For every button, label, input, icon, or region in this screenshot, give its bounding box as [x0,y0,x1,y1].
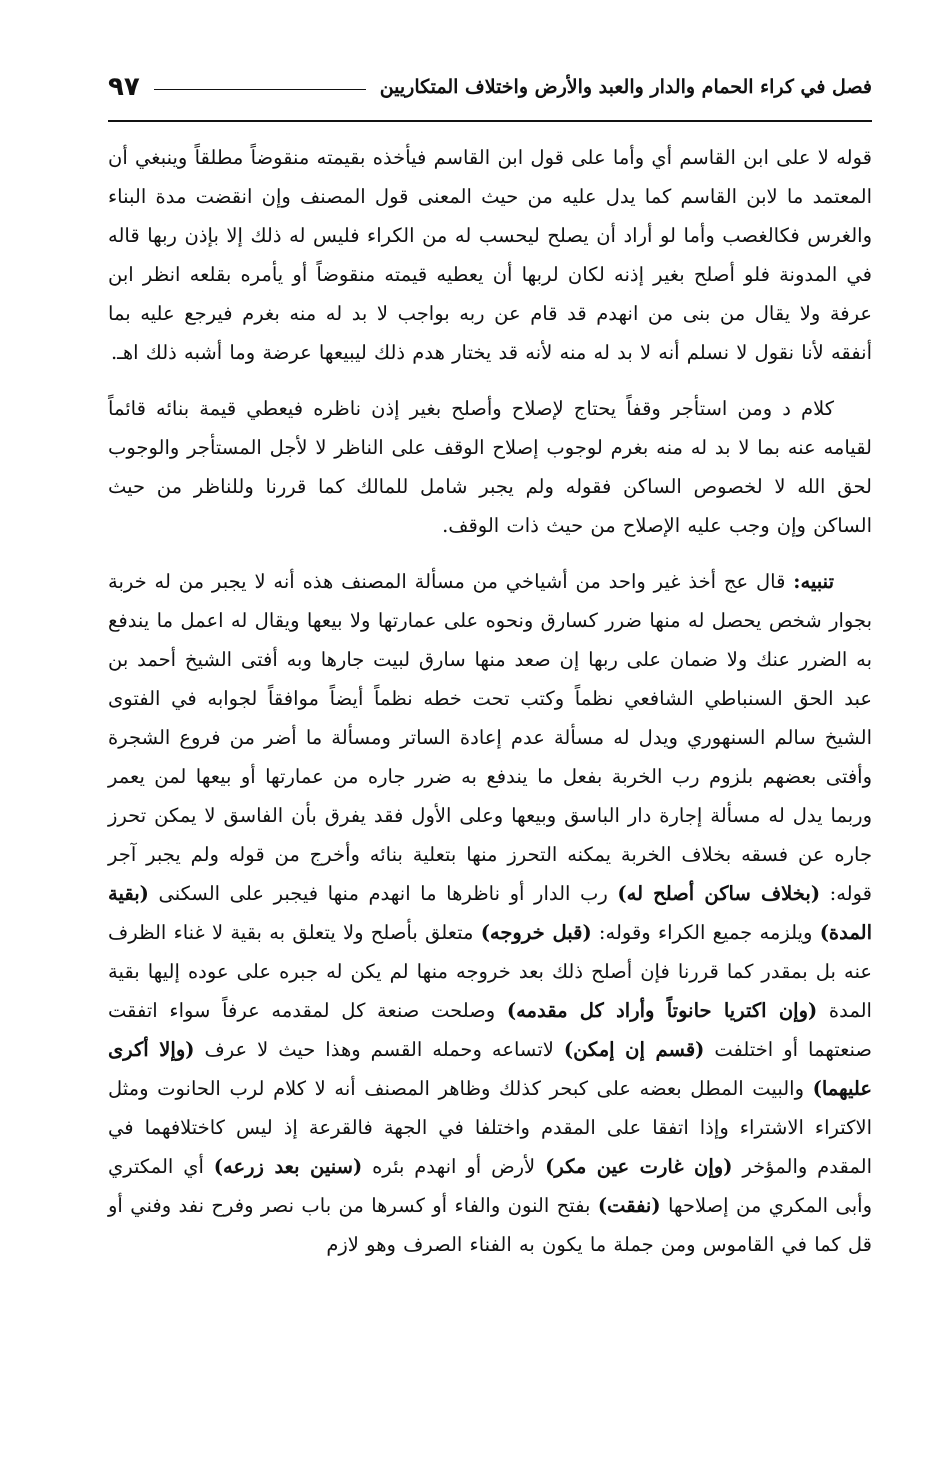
paragraph-3 [108,562,872,1264]
text-run: لاتساعه وحمله القسم وهذا حيث لا عرف [194,1038,564,1061]
text-run: بفتح النون والفاء أو كسرها من باب نصر وفرح نفد وفني أو قل كما في القاموس ومن جملة ما يكون به الفناء الصرف وهو لازم [108,1194,872,1256]
matn-quote: (بقية المدة) [108,882,872,944]
page-header [108,58,872,116]
text-run: لأرض أو انهدم بئره [362,1155,546,1178]
matn-quote: (سنين بعد زرعه) [213,1155,363,1178]
header-rule [108,120,872,122]
text-run: والبيت المطل بعضه على كبحر كذلك وظاهر المصنف أنه لا كلام لرب الحانوت ومثل الاكتراء الاشتراء وإذا اتفقا على المقدم واختلفا في الجهة فالقرعة إذ ليس كاختلافهما في المقدم والمؤخر [108,1077,872,1178]
text-run: متعلق بأصلح ولا يتعلق به بقية لا غناء الظرف عنه بل بمقدر كما قررنا فإن أصلح ذلك بعد خروجه منها لم يكن له جبره على عوده إليها بقية المدة [108,921,872,1022]
paragraph-2: كلام د ومن استأجر وقفاً يحتاج لإصلاح وأصلح بغير إذن ناظره فيعطي قيمة بنائه قائماً لقيامه عنه بما لا بد له منه بغرم لوجوب إصلاح الوقف على الناظر لا لأجل المستأجر والوجوب لحق الله لا لخصوص الساكن فقوله ولم يجبر شامل للمالك كما قررنا وللناظر من حيث الساكن وإن وجب عليه الإصلاح من حيث ذات الوقف. [108,397,872,537]
text-run: قال عج أخذ غير واحد من أشياخي من مسألة المصنف هذه أنه لا يجبر من له خربة بجوار شخص يحصل له منها ضرر كسارق ونحوه على عمارتها ولا بيعها ويقال له اعمل ما يندفع به الضرر عنك ولا ضمان على ربها إن صعد منها سارق لبيت جارها وبه أفتى الشيخ أحمد بن عبد الحق السنباطي الشافعي نظماً وكتب تحت خطه نظماً أيضاً موافقاً لجوابه في الفتوى الشيخ سالم السنهوري ويدل له مسألة عدم إعادة الساتر ومسألة ما أضر من فروع الشجرة وأفتى بعضهم بلزوم رب الخربة بفعل ما يندفع به ضرر جاره من عمارتها أو بيعها لمن يعمر وربما يدل له مسألة إجارة دار الباسق وبيعها وعلى الأول فقد يفرق بأن الفاسق لا يمكن تحرز جاره عن فسقه بخلاف الخربة يمكنه التحرز منها بتعلية بنائه وأخرج من قوله ولم يجبر آجر قوله: [108,570,872,905]
body-text [108,138,872,1264]
matn-quote: (قسم إن إمكن) [563,1038,705,1061]
matn-quote: (نفقت) [597,1194,661,1217]
matn-quote: (وإن اكتريا حانوتاً وأراد كل مقدمه) [506,999,818,1022]
matn-quote: (وإلا أكرى عليهما) [108,1038,872,1100]
running-title: فصل في كراء الحمام والدار والعبد والأرض واختلاف المتكاريين [379,76,872,98]
matn-quote: (قبل خروجه) [480,921,592,944]
text-run: رب الدار أو ناظرها ما انهدم منها فيجبر على السكنى [148,882,618,905]
matn-quote: (وإن غارت عين مكر) [545,1155,733,1178]
text-run: ويلزمه جميع الكراء وقوله: [591,921,820,944]
page-number: ٩٧ [108,72,140,102]
text-run: أي المكتري وأبى المكري من إصلاحها [108,1155,872,1217]
matn-quote: (بخلاف ساكن أصلح له) [617,882,821,905]
note-label: تنبيه: [793,570,834,593]
paragraph-1: قوله لا على ابن القاسم أي وأما على قول ابن القاسم فيأخذه بقيمته منقوضاً مطلقاً وينبغي أن المعتمد ما لابن القاسم كما يدل عليه من حيث المعنى قول المصنف وإن انقضت مدة البناء والغرس فكالغصب وأما لو أراد أن يصلح ليحسب له من الكراء فليس له ذلك إلا بإذن ربها قاله في المدونة فلو أصلح بغير إذنه لكان لربها أن يعطيه قيمته منقوضاً أو يأمره بقلعه انظر ابن عرفة ولا يقال من بنى من انهدم قد قام عن ربه بواجب لا بد له منه بغرم فيرجع عليه بما أنفقه لأنا نقول لا نسلم أنه لا بد له منه لأنه قد يختار هدم ذلك ليبيعها عرضة وما أشبه ذلك اهـ. [108,146,872,364]
text-run: وصلحت صنعة كل لمقدمه عرفاً سواء اتفقت صنعتهما أو اختلفت [108,999,872,1061]
header-line [154,89,366,90]
